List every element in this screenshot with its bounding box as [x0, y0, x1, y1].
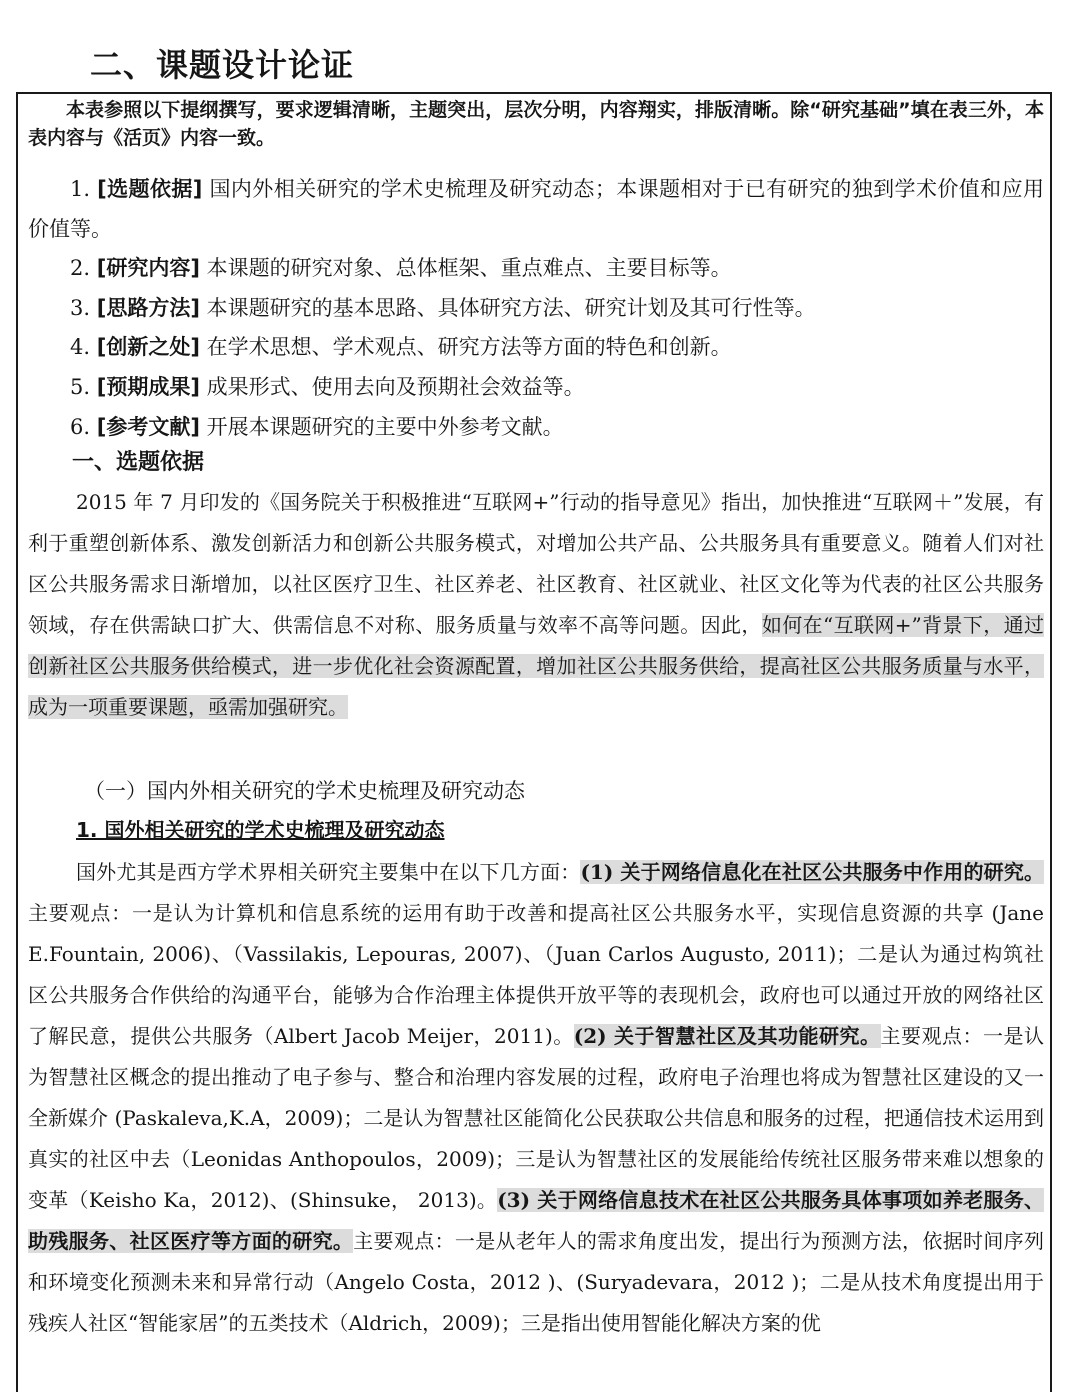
outline-item-3-label: [思路方法] — [96, 295, 200, 320]
page-title: 二、课题设计论证 — [90, 46, 355, 84]
outline-item-2 — [28, 249, 1044, 289]
outline-item-5 — [28, 368, 1044, 408]
foreign-research-intro: 国外尤其是西方学术界相关研究主要集中在以下几方面： — [76, 860, 581, 884]
background-paragraph — [28, 482, 1044, 728]
instruction-note: 本表参照以下提纲撰写，要求逻辑清晰，主题突出，层次分明，内容翔实，排版清晰。除“研究基础”填在表三外，本表内容与《活页》内容一致。 — [28, 99, 1044, 149]
subsection-heading: （一）国内外相关研究的学术史梳理及研究动态 — [84, 779, 525, 803]
outline-item-4-text: 在学术思想、学术观点、研究方法等方面的特色和创新。 — [206, 335, 732, 360]
outline-item-3-num: 3. — [70, 295, 91, 320]
foreign-research-paragraph — [28, 852, 1044, 1344]
topic-1-views: 主要观点：一是认为计算机和信息系统的运用有助于改善和提高社区公共服务水平，实现信息资源的共享 (Jane E.Fountain, 2006)、（Vassilakis, Lepouras, 2007)、（Juan Carlos Augusto, 2011)；二是认为通过构筑社区公共服务合作供给的沟通平台，能够为合作治理主体提供开放平等的表现机会，政府也可以通过开放的网络社区了解民意，提供公共服务（Albert Jacob Meijer，2011)。 — [28, 901, 1044, 1048]
outline-item-5-label: [预期成果] — [96, 374, 200, 399]
outline-item-6-num: 6. — [70, 414, 91, 439]
outline-item-4 — [28, 328, 1044, 368]
outline-item-5-text: 成果形式、使用去向及预期社会效益等。 — [206, 374, 585, 399]
outline-item-4-num: 4. — [70, 335, 91, 360]
outline-item-1-text: 国内外相关研究的学术史梳理及研究动态；本课题相对于已有研究的独到学术价值和应用价值等。 — [28, 177, 1044, 241]
outline-item-6 — [28, 408, 1044, 448]
outline-list — [28, 170, 1044, 447]
topic-2-views: 主要观点：一是认为智慧社区概念的提出推动了电子参与、整合和治理内容发展的过程，政府电子治理也将成为智慧社区建设的又一全新媒介 (Paskaleva,K.A，2009)；二是认为智慧社区能简化公民获取公共信息和服务的过程，把通信技术运用到真实的社区中去（Leonidas Anthopoulos，2009)；三是认为智慧社区的发展能给传统社区服务带来难以想象的变革（Keisho Ka，2012)、(Shinsuke， 2013)。 — [28, 1024, 1044, 1212]
highlight-topic-2: (2) 关于智慧社区及其功能研究。 — [573, 1024, 881, 1048]
topic-3-views: 主要观点：一是从老年人的需求角度出发，提出行为预测方法，依据时间序列和环境变化预测未来和异常行动（Angelo Costa，2012 )、(Suryadevara，2012 )；二是从技术角度提出用于残疾人社区“智能家居”的五类技术（Aldrich，2009)；三是指出使用智能化解决方案的优 — [28, 1229, 1045, 1335]
outline-item-1-label: [选题依据] — [97, 177, 203, 201]
outline-item-5-num: 5. — [70, 374, 91, 399]
highlight-topic-1: (1) 关于网络信息化在社区公共服务中作用的研究。 — [580, 860, 1044, 884]
highlighted-research-question: 如何在“互联网+”背景下，通过创新社区公共服务供给模式，进一步优化社会资源配置，增加社区公共服务供给，提高社区公共服务质量与水平，成为一项重要课题，亟需加强研究。 — [28, 613, 1045, 719]
section-heading: 一、选题依据 — [72, 450, 205, 475]
outline-item-4-label: [创新之处] — [96, 335, 200, 360]
background-paragraph-text: 2015 年 7 月印发的《国务院关于积极推进“互联网+”行动的指导意见》指出，加快推进“互联网＋”发展，有利于重塑创新体系、激发创新活力和创新公共服务模式，对增加公共产品、公共服务具有重要意义。随着人们对社区公共服务需求日渐增加，以社区医疗卫生、社区养老、社区教育、社区就业、社区文化等为代表的社区公共服务领域，存在供需缺口扩大、供需信息不对称、服务质量与效率不高等问题。因此， — [28, 490, 1044, 637]
outline-item-2-label: [研究内容] — [96, 256, 200, 281]
outline-item-6-text: 开展本课题研究的主要中外参考文献。 — [206, 414, 564, 439]
outline-item-1 — [28, 170, 1044, 249]
outline-item-2-num: 2. — [70, 256, 91, 281]
outline-item-3-text: 本课题研究的基本思路、具体研究方法、研究计划及其可行性等。 — [206, 295, 816, 320]
outline-item-6-label: [参考文献] — [96, 414, 200, 439]
outline-item-1-num: 1. — [70, 177, 91, 201]
outline-item-3 — [28, 289, 1044, 329]
highlight-topic-3: (3) 关于网络信息技术在社区公共服务具体事项如养老服务、助残服务、社区医疗等方面的研究。 — [28, 1188, 1044, 1253]
subsubsection-heading: 1. 国外相关研究的学术史梳理及研究动态 — [76, 818, 445, 842]
outline-item-2-text: 本课题的研究对象、总体框架、重点难点、主要目标等。 — [206, 256, 732, 281]
